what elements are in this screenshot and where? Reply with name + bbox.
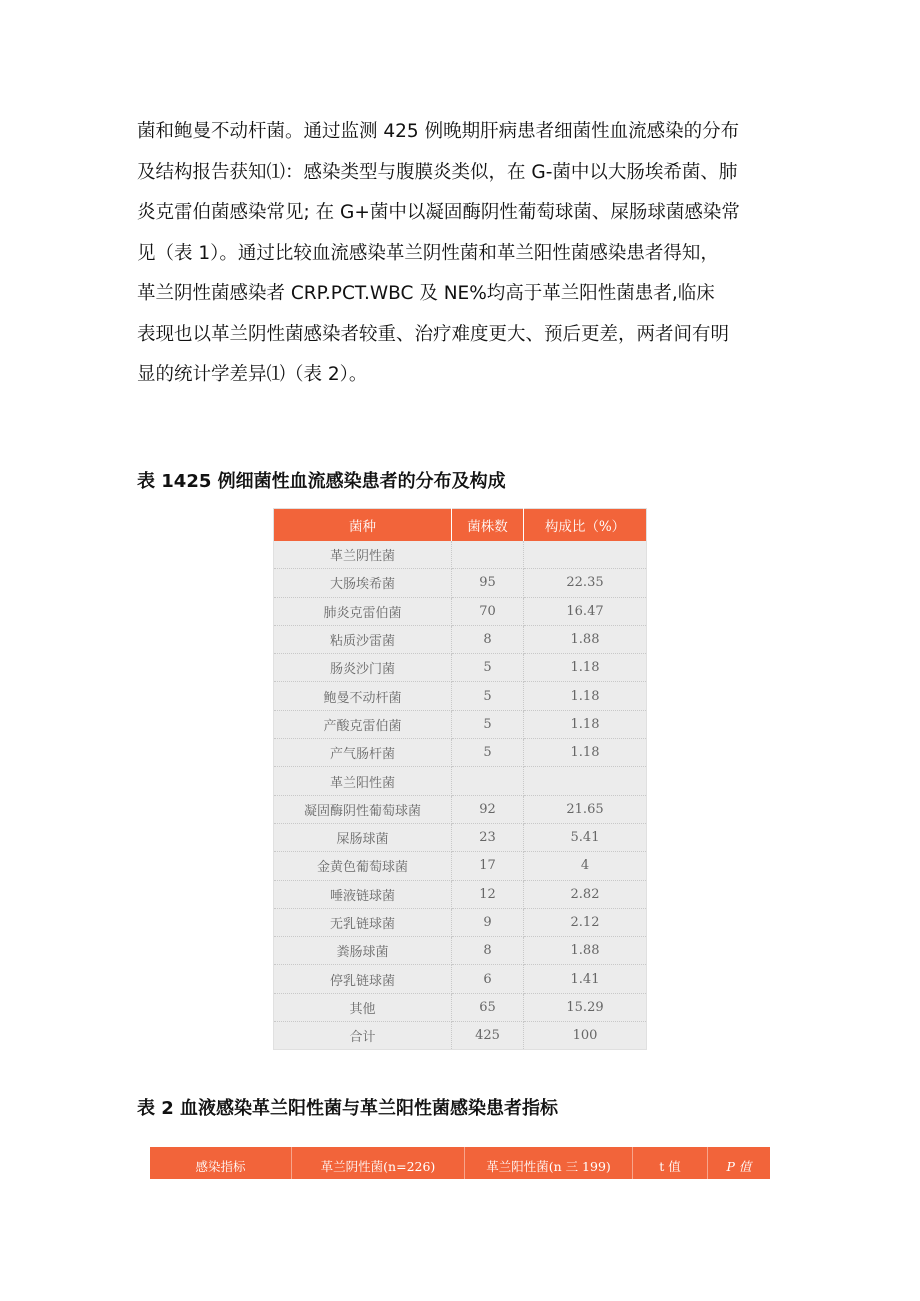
cell-count: 5 xyxy=(452,739,524,767)
cell-species: 停乳链球菌 xyxy=(274,965,452,993)
table-row xyxy=(274,937,647,965)
cell-count: 9 xyxy=(452,908,524,936)
paragraph-line: 革兰阴性菌感染者 CRP.PCT.WBC 及 NE%均高于革兰阳性菌患者,临床 xyxy=(137,283,715,304)
cell-ratio: 2.82 xyxy=(524,880,647,908)
cell-count: 8 xyxy=(452,625,524,653)
cell-species: 粘质沙雷菌 xyxy=(274,625,452,653)
cell-ratio: 1.18 xyxy=(524,739,647,767)
header-t-value: t 值 xyxy=(633,1147,708,1179)
cell-ratio xyxy=(524,767,647,795)
table-row xyxy=(274,993,647,1021)
cell-ratio: 22.35 xyxy=(524,569,647,597)
cell-count xyxy=(452,541,524,569)
cell-species: 大肠埃希菌 xyxy=(274,569,452,597)
table-row xyxy=(274,1022,647,1050)
cell-species: 金黄色葡萄球菌 xyxy=(274,852,452,880)
cell-count: 17 xyxy=(452,852,524,880)
table-row xyxy=(274,541,647,569)
body-paragraph xyxy=(137,112,797,396)
cell-species: 凝固酶阴性葡萄球菌 xyxy=(274,795,452,823)
cell-ratio: 5.41 xyxy=(524,823,647,851)
table1-caption: 表 1425 例细菌性血流感染患者的分布及构成 xyxy=(137,471,506,492)
cell-species: 产气肠杆菌 xyxy=(274,739,452,767)
cell-species: 肺炎克雷伯菌 xyxy=(274,597,452,625)
bacteria-distribution-table xyxy=(273,508,647,1050)
table-row xyxy=(274,625,647,653)
cell-count: 8 xyxy=(452,937,524,965)
cell-ratio: 16.47 xyxy=(524,597,647,625)
header-ratio: 构成比（%） xyxy=(524,509,647,542)
cell-species: 革兰阳性菌 xyxy=(274,767,452,795)
table-row xyxy=(274,597,647,625)
paragraph-line: 及结构报告获知⑴：感染类型与腹膜炎类似，在 G-菌中以大肠埃希菌、肺 xyxy=(137,161,738,183)
cell-ratio: 4 xyxy=(524,852,647,880)
table2-caption: 表 2 血液感染革兰阳性菌与革兰阳性菌感染患者指标 xyxy=(137,1098,559,1119)
cell-ratio: 1.41 xyxy=(524,965,647,993)
table-row xyxy=(274,682,647,710)
cell-ratio: 15.29 xyxy=(524,993,647,1021)
cell-species: 肠炎沙门菌 xyxy=(274,654,452,682)
cell-ratio: 21.65 xyxy=(524,795,647,823)
cell-species: 唾液链球菌 xyxy=(274,880,452,908)
table-header-row xyxy=(274,509,647,542)
cell-count: 65 xyxy=(452,993,524,1021)
cell-species: 粪肠球菌 xyxy=(274,937,452,965)
cell-count: 425 xyxy=(452,1022,524,1050)
cell-count: 12 xyxy=(452,880,524,908)
table-row xyxy=(274,852,647,880)
cell-count: 5 xyxy=(452,710,524,738)
cell-ratio: 1.88 xyxy=(524,625,647,653)
cell-ratio: 2.12 xyxy=(524,908,647,936)
header-indicator: 感染指标 xyxy=(150,1147,292,1179)
cell-count: 92 xyxy=(452,795,524,823)
table-row xyxy=(274,710,647,738)
cell-count: 23 xyxy=(452,823,524,851)
table-row xyxy=(274,569,647,597)
header-species: 菌种 xyxy=(274,509,452,542)
paragraph-line: 显的统计学差异⑴（表 2）。 xyxy=(137,364,368,385)
table-row xyxy=(274,795,647,823)
table-row xyxy=(274,908,647,936)
cell-ratio: 1.18 xyxy=(524,682,647,710)
paragraph-line: 表现也以革兰阴性菌感染者较重、治疗难度更大、预后更差，两者间有明 xyxy=(137,323,730,345)
header-strain-count: 菌株数 xyxy=(452,509,524,542)
cell-count: 95 xyxy=(452,569,524,597)
paragraph-line: 见（表 1）。通过比较血流感染革兰阴性菌和革兰阳性菌感染患者得知， xyxy=(137,242,719,264)
cell-count: 6 xyxy=(452,965,524,993)
cell-species: 无乳链球菌 xyxy=(274,908,452,936)
cell-species: 产酸克雷伯菌 xyxy=(274,710,452,738)
table-row xyxy=(274,767,647,795)
cell-count: 5 xyxy=(452,654,524,682)
paragraph-line: 炎克雷伯菌感染常见; 在 G+菌中以凝固酶阴性葡萄球菌、屎肠球菌感染常 xyxy=(137,202,740,223)
header-gram-positive: 革兰阳性菌(n 三 199) xyxy=(465,1147,633,1179)
cell-count: 70 xyxy=(452,597,524,625)
paragraph-line: 菌和鲍曼不动杆菌。通过监测 425 例晚期肝病患者细菌性血流感染的分布 xyxy=(137,121,740,142)
indicator-table-header xyxy=(150,1147,770,1179)
cell-ratio: 100 xyxy=(524,1022,647,1050)
table-row xyxy=(274,965,647,993)
cell-species: 其他 xyxy=(274,993,452,1021)
cell-species: 屎肠球菌 xyxy=(274,823,452,851)
cell-ratio xyxy=(524,541,647,569)
table-row xyxy=(274,823,647,851)
cell-ratio: 1.88 xyxy=(524,937,647,965)
cell-ratio: 1.18 xyxy=(524,710,647,738)
table-body xyxy=(274,541,647,1050)
cell-species: 鲍曼不动杆菌 xyxy=(274,682,452,710)
table-row xyxy=(274,739,647,767)
header-gram-negative: 革兰阴性菌(n=226) xyxy=(292,1147,465,1179)
cell-count xyxy=(452,767,524,795)
table-row xyxy=(274,880,647,908)
table-row xyxy=(274,654,647,682)
cell-count: 5 xyxy=(452,682,524,710)
header-p-value: P 值 xyxy=(726,1159,752,1174)
cell-ratio: 1.18 xyxy=(524,654,647,682)
cell-species: 合计 xyxy=(274,1022,452,1050)
cell-species: 革兰阴性菌 xyxy=(274,541,452,569)
